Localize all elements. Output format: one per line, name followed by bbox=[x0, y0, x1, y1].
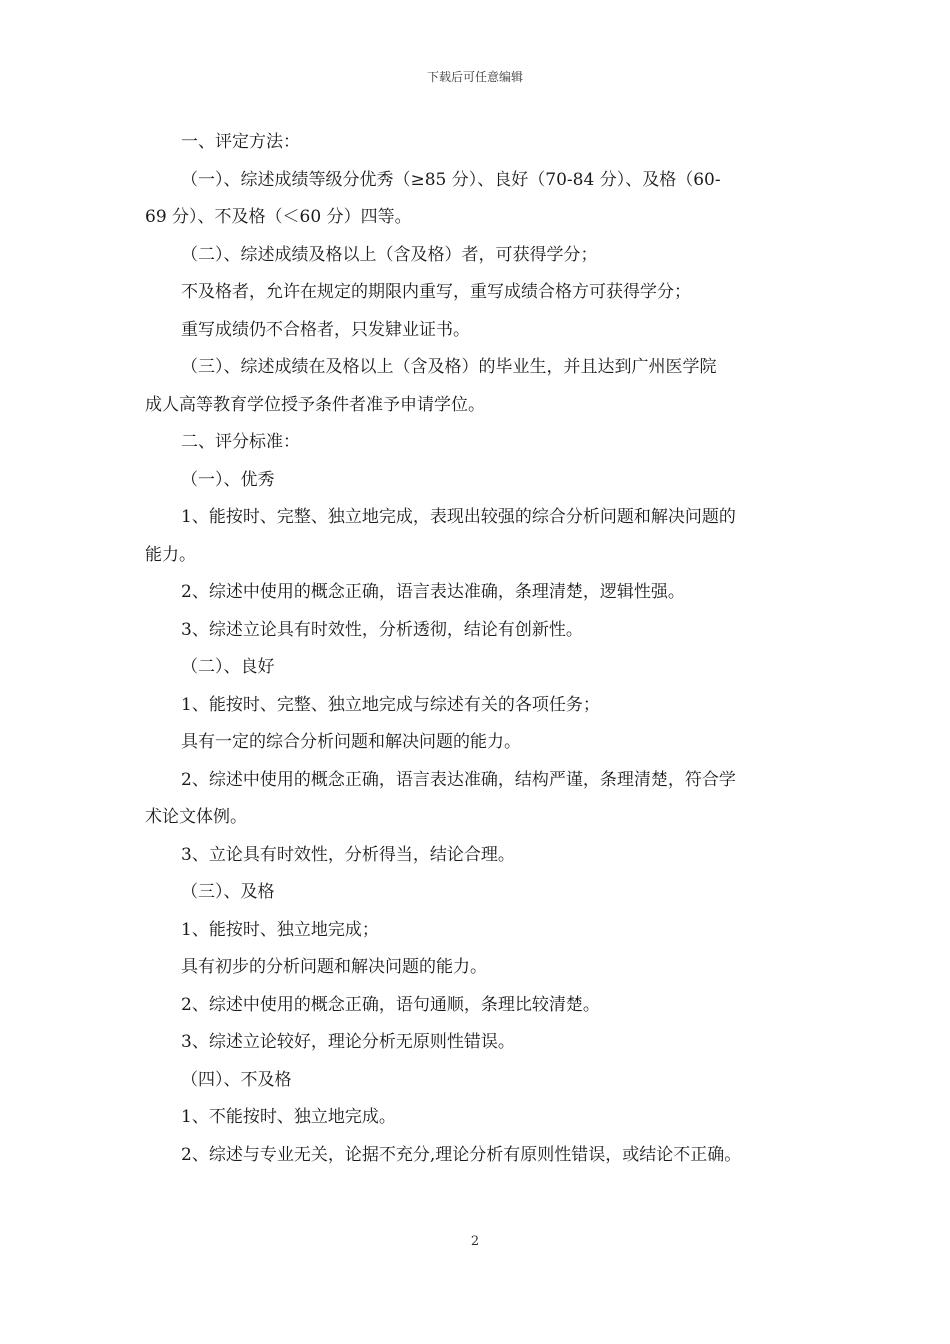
paragraph-line: （二）、综述成绩及格以上（含及格）者，可获得学分； bbox=[181, 244, 598, 265]
paragraph-line: 具有一定的综合分析问题和解决问题的能力。 bbox=[181, 732, 521, 752]
page-header: 下载后可任意编辑 bbox=[426, 70, 523, 84]
paragraph-line: 一、评定方法： bbox=[181, 132, 300, 152]
paragraph-line: 能力。 bbox=[145, 544, 196, 565]
paragraph-line: 2、综述中使用的概念正确，语言表达准确，条理清楚，逻辑性强。 bbox=[181, 582, 685, 602]
paragraph-line: 重写成绩仍不合格者，只发肄业证书。 bbox=[181, 319, 470, 340]
paragraph-line: 具有初步的分析问题和解决问题的能力。 bbox=[181, 957, 487, 977]
paragraph-line: （二）、良好 bbox=[181, 657, 275, 677]
paragraph-line: （一）、优秀 bbox=[181, 469, 275, 490]
paragraph-line: 成人高等教育学位授予条件者准予申请学位。 bbox=[145, 394, 485, 415]
paragraph-line: 3、综述立论较好，理论分析无原则性错误。 bbox=[181, 1032, 515, 1052]
paragraph-line: 术论文体例。 bbox=[145, 807, 247, 827]
paragraph-line: 3、综述立论具有时效性，分析透彻，结论有创新性。 bbox=[181, 619, 583, 640]
paragraph-line: 1、不能按时、独立地完成。 bbox=[181, 1107, 396, 1127]
paragraph-line: 3、立论具有时效性，分析得当，结论合理。 bbox=[181, 844, 515, 865]
paragraph-line: （四）、不及格 bbox=[181, 1069, 292, 1090]
paragraph-line: 1、能按时、独立地完成； bbox=[181, 919, 379, 940]
paragraph-line: （三）、综述成绩在及格以上（含及格）的毕业生，并且达到广州医学院 bbox=[181, 357, 717, 377]
paragraph-line: 2、综述中使用的概念正确，语言表达准确，结构严谨，条理清楚，符合学 bbox=[181, 769, 736, 790]
document-body bbox=[145, 124, 815, 1174]
paragraph-line: 二、评分标准： bbox=[181, 432, 300, 452]
paragraph-line: （三）、及格 bbox=[181, 882, 275, 902]
paragraph-line: 2、综述与专业无关，论据不充分,理论分析有原则性错误，或结论不正确。 bbox=[181, 1144, 742, 1165]
paragraph-line: 2、综述中使用的概念正确，语句通顺，条理比较清楚。 bbox=[181, 994, 600, 1015]
page-number: 2 bbox=[470, 1234, 480, 1249]
paragraph-line: 69 分）、不及格（＜60 分）四等。 bbox=[145, 207, 412, 227]
paragraph-line: 不及格者，允许在规定的期限内重写，重写成绩合格方可获得学分； bbox=[181, 282, 691, 302]
paragraph-line: （一）、综述成绩等级分优秀（≥85 分）、良好（70-84 分）、及格（60- bbox=[181, 169, 721, 190]
paragraph-line: 1、能按时、完整、独立地完成与综述有关的各项任务； bbox=[181, 694, 600, 715]
paragraph-line: 1、能按时、完整、独立地完成，表现出较强的综合分析问题和解决问题的 bbox=[181, 507, 736, 527]
